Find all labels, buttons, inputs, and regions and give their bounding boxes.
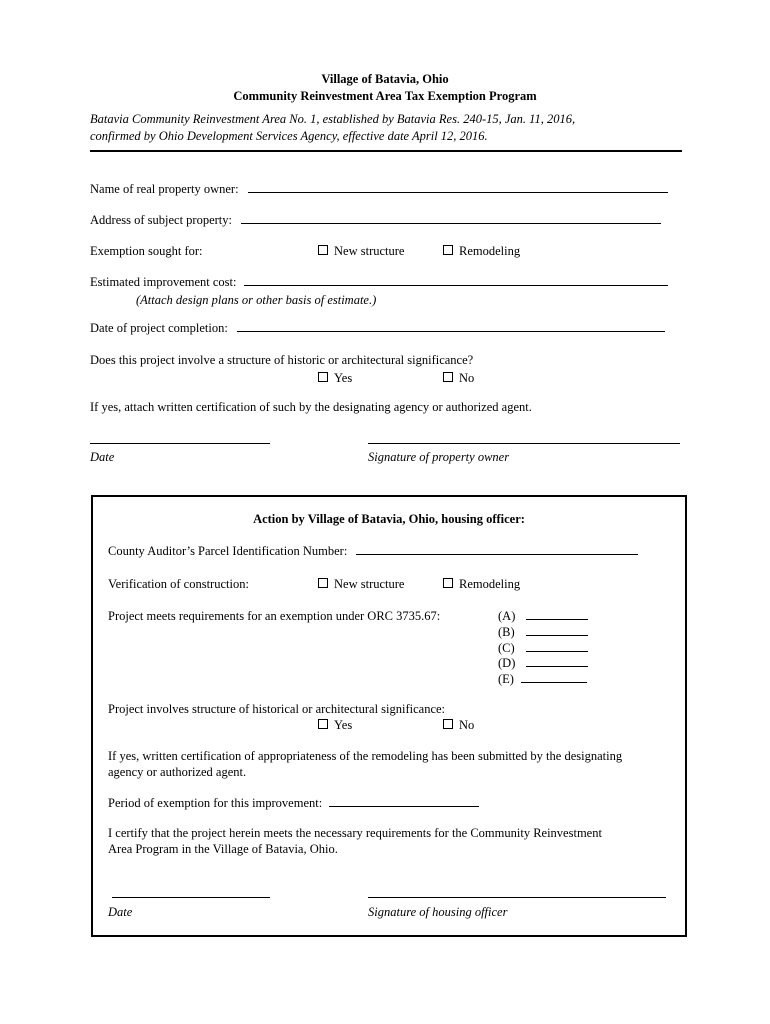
- option-b-field[interactable]: [526, 635, 588, 636]
- exemption-remodeling-option[interactable]: Remodeling: [443, 244, 520, 259]
- verification-label: Verification of construction:: [108, 577, 249, 591]
- officer-date-line[interactable]: [112, 897, 270, 898]
- checkbox-historic-no[interactable]: [443, 372, 453, 382]
- option-a-row: [498, 609, 588, 624]
- completion-label: Date of project completion:: [90, 321, 228, 335]
- owner-signature-line[interactable]: [368, 443, 680, 444]
- officer-heading: Action by Village of Batavia, Ohio, housing officer:: [253, 512, 525, 526]
- parcel-row: [108, 544, 638, 559]
- option-b-row: [498, 625, 588, 640]
- checkbox-new-structure[interactable]: [318, 245, 328, 255]
- cost-row: [90, 275, 668, 290]
- option-a-field[interactable]: [526, 619, 588, 620]
- cost-field[interactable]: [244, 285, 668, 286]
- officer-historic-yes-option[interactable]: Yes: [318, 718, 352, 733]
- owner-name-field[interactable]: [248, 192, 668, 193]
- checkbox-remodeling[interactable]: [443, 245, 453, 255]
- historic-no-option[interactable]: No: [443, 371, 474, 386]
- header-divider: [90, 150, 682, 152]
- period-row: [108, 796, 479, 811]
- historical-label: Project involves structure of historical or architectural significance:: [108, 702, 446, 716]
- checkbox-verify-new-structure[interactable]: [318, 578, 328, 588]
- historic-question: Does this project involve a structure of historic or architectural significance?: [90, 353, 474, 367]
- option-e-label: (E): [498, 672, 514, 686]
- option-e-field[interactable]: [521, 682, 587, 683]
- officer-signature-line[interactable]: [368, 897, 666, 898]
- option-e-row: [498, 672, 587, 687]
- checkbox-historic-yes[interactable]: [318, 372, 328, 382]
- checkbox-officer-historic-yes[interactable]: [318, 719, 328, 729]
- option-c-label: (C): [498, 641, 515, 655]
- requirements-label: Project meets requirements for an exemption under ORC 3735.67:: [108, 609, 441, 623]
- option-d-label: (D): [498, 656, 516, 670]
- appropriateness-line-2: agency or authorized agent.: [108, 765, 247, 779]
- exemption-label: Exemption sought for:: [90, 244, 203, 258]
- parcel-number-field[interactable]: [356, 554, 638, 555]
- appropriateness-line-1: If yes, written certification of appropriateness of the remodeling has been submitted by the designating: [108, 749, 623, 763]
- period-field[interactable]: [329, 806, 479, 807]
- address-row: [90, 213, 661, 228]
- completion-date-field[interactable]: [237, 331, 665, 332]
- option-d-field[interactable]: [526, 666, 588, 667]
- exemption-new-structure-option[interactable]: New structure: [318, 244, 404, 259]
- option-a-label: (A): [498, 609, 516, 623]
- owner-label: Name of real property owner:: [90, 182, 239, 196]
- subtitle-line-1: Batavia Community Reinvestment Area No. 1, established by Batavia Res. 240-15, Jan. 11, 2016,: [90, 112, 576, 126]
- option-c-row: [498, 641, 588, 656]
- verification-remodeling-option[interactable]: Remodeling: [443, 577, 520, 592]
- address-field[interactable]: [241, 223, 661, 224]
- cost-label: Estimated improvement cost:: [90, 275, 237, 289]
- historic-yes-option[interactable]: Yes: [318, 371, 352, 386]
- owner-row: [90, 182, 668, 197]
- form-title: Village of Batavia, Ohio: [321, 72, 449, 86]
- option-c-field[interactable]: [526, 651, 588, 652]
- officer-historic-no-option[interactable]: No: [443, 718, 474, 733]
- completion-row: [90, 321, 665, 336]
- certify-line-1: I certify that the project herein meets the necessary requirements for the Community Reinvestment: [108, 826, 602, 840]
- verification-new-structure-option[interactable]: New structure: [318, 577, 404, 592]
- period-label: Period of exemption for this improvement:: [108, 796, 323, 810]
- parcel-label: County Auditor’s Parcel Identification Number:: [108, 544, 348, 558]
- officer-date-label: Date: [108, 905, 133, 919]
- owner-signature-label: Signature of property owner: [368, 450, 510, 464]
- owner-date-label: Date: [90, 450, 115, 464]
- option-b-label: (B): [498, 625, 515, 639]
- checkbox-officer-historic-no[interactable]: [443, 719, 453, 729]
- subtitle-line-2: confirmed by Ohio Development Services Agency, effective date April 12, 2016.: [90, 129, 488, 143]
- if-yes-note: If yes, attach written certification of such by the designating agency or authorized agent.: [90, 400, 532, 414]
- owner-date-line[interactable]: [90, 443, 270, 444]
- address-label: Address of subject property:: [90, 213, 232, 227]
- cost-note: (Attach design plans or other basis of estimate.): [136, 293, 377, 307]
- officer-signature-label: Signature of housing officer: [368, 905, 508, 919]
- certify-line-2: Area Program in the Village of Batavia, Ohio.: [108, 842, 338, 856]
- checkbox-verify-remodeling[interactable]: [443, 578, 453, 588]
- program-title: Community Reinvestment Area Tax Exemption Program: [233, 89, 537, 103]
- option-d-row: [498, 656, 588, 671]
